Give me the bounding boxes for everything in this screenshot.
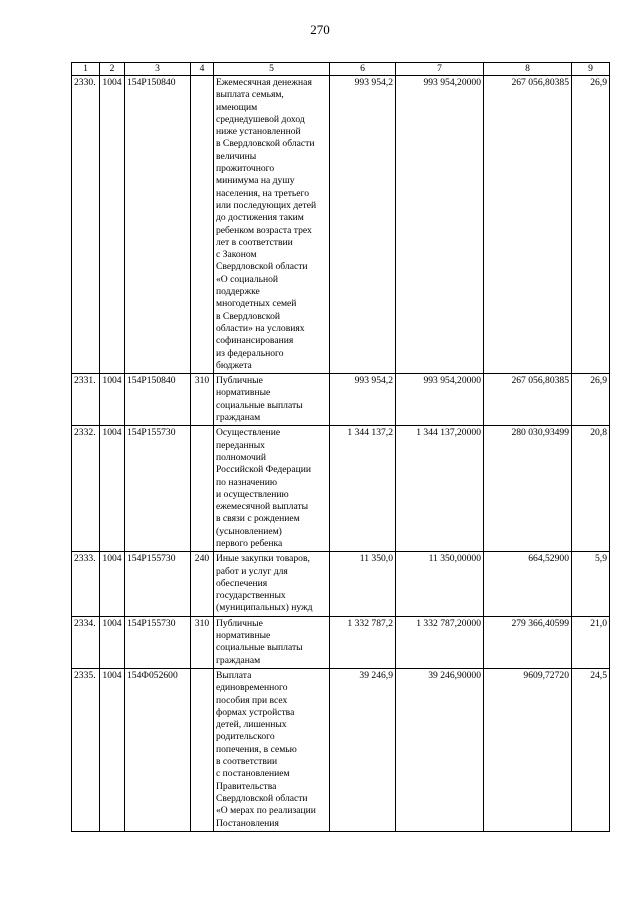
description-line: ежемесячной выплаты [216, 501, 309, 513]
section-code-cell: 1004 [100, 668, 125, 831]
header-row [72, 63, 610, 76]
description-line: в соответствии [216, 756, 278, 768]
approved-amount-cell: 39 246,9 [330, 668, 396, 831]
description-line: с Законом [216, 249, 257, 261]
description-line: попечения, в семью [216, 743, 297, 755]
description-line: имеющим [216, 101, 258, 113]
description-line: работ и услуг для [216, 565, 288, 577]
execution-percent-cell: 26,9 [572, 76, 610, 374]
description-line: лет в соответствии [216, 236, 293, 248]
description-line: с постановлением [216, 768, 290, 780]
header-col-3: 3 [125, 63, 191, 76]
table-row [72, 76, 610, 374]
description-line: величины [216, 150, 257, 162]
approved-amount-cell: 11 350,0 [330, 552, 396, 616]
description-line: нормативные [216, 630, 271, 642]
budget-amount-cell: 11 350,00000 [396, 552, 484, 616]
execution-percent-cell: 26,9 [572, 374, 610, 426]
executed-amount-cell: 664,52900 [484, 552, 572, 616]
description-line: минимума на душу [216, 175, 295, 187]
description-line: поддержке [216, 286, 260, 298]
description-line: нормативные [216, 387, 271, 399]
description-line: в Свердловской [216, 310, 281, 322]
table-row [72, 426, 610, 552]
description-cell [214, 374, 330, 426]
header-col-6: 6 [330, 63, 396, 76]
description-line: ниже установленной [216, 126, 301, 138]
table-body [72, 76, 610, 832]
expense-type-cell: 310 [191, 616, 214, 668]
section-code-cell: 1004 [100, 374, 125, 426]
page-number: 270 [310, 22, 330, 37]
description-cell [214, 76, 330, 374]
description-line: софинансирования [216, 335, 294, 347]
budget-table [71, 62, 610, 832]
header-col-9: 9 [572, 63, 610, 76]
approved-amount-cell: 993 954,2 [330, 76, 396, 374]
target-code-cell: 154P150840 [125, 76, 191, 374]
description-line: Постановления [216, 817, 279, 829]
budget-amount-cell: 1 332 787,20000 [396, 616, 484, 668]
row-number-cell: 2333. [72, 552, 100, 616]
description-line: Осуществление [216, 427, 281, 439]
description-line: Иные закупки товаров, [216, 553, 310, 565]
section-code-cell: 1004 [100, 616, 125, 668]
target-code-cell: 154Ф052600 [125, 668, 191, 831]
description-line: Выплата [216, 669, 252, 681]
description-line: детей, лишенных [216, 719, 287, 731]
description-line: Публичные [216, 375, 263, 387]
description-line: Ежемесячная денежная [216, 77, 312, 88]
table-row [72, 552, 610, 616]
row-number-cell: 2334. [72, 616, 100, 668]
executed-amount-cell: 279 366,40599 [484, 616, 572, 668]
execution-percent-cell: 20,8 [572, 426, 610, 552]
description-line: в связи с рождением [216, 513, 300, 525]
description-line: прожиточного [216, 163, 275, 175]
description-cell [214, 552, 330, 616]
description-line: первого ребенка [216, 537, 283, 549]
target-code-cell: 154P155730 [125, 552, 191, 616]
executed-amount-cell: 267 056,80385 [484, 374, 572, 426]
header-col-8: 8 [484, 63, 572, 76]
target-code-cell: 154P155730 [125, 616, 191, 668]
description-line: и осуществлению [216, 488, 289, 500]
header-col-7: 7 [396, 63, 484, 76]
description-line: Российской Федерации [216, 464, 311, 476]
description-line: пособия при всех [216, 694, 288, 706]
target-code-cell: 154P155730 [125, 426, 191, 552]
description-line: среднедушевой доход [216, 113, 305, 125]
budget-amount-cell: 39 246,90000 [396, 668, 484, 831]
description-line: Свердловской области [216, 792, 308, 804]
row-number-cell: 2330. [72, 76, 100, 374]
expense-type-cell: 240 [191, 552, 214, 616]
execution-percent-cell: 24,5 [572, 668, 610, 831]
description-line: Свердловской области [216, 261, 308, 273]
description-line: гражданам [216, 654, 261, 666]
approved-amount-cell: 993 954,2 [330, 374, 396, 426]
description-cell [214, 668, 330, 831]
row-number-cell: 2335. [72, 668, 100, 831]
description-line: Правительства [216, 780, 277, 792]
description-line: «О мерах по реализации [216, 805, 316, 817]
description-line: «О социальной [216, 273, 279, 285]
description-line: из федерального [216, 347, 284, 359]
table-row [72, 616, 610, 668]
description-line: родительского [216, 731, 275, 743]
description-line: социальные выплаты [216, 399, 303, 411]
row-number-cell: 2332. [72, 426, 100, 552]
execution-percent-cell: 21,0 [572, 616, 610, 668]
executed-amount-cell: 280 030,93499 [484, 426, 572, 552]
header-col-4: 4 [191, 63, 214, 76]
description-line: Публичные [216, 617, 263, 629]
description-line: или последующих детей [216, 199, 317, 211]
expense-type-cell [191, 426, 214, 552]
approved-amount-cell: 1 344 137,2 [330, 426, 396, 552]
description-line: до достижения таким [216, 212, 304, 224]
header-col-5: 5 [214, 63, 330, 76]
header-col-1: 1 [72, 63, 100, 76]
header-col-2: 2 [100, 63, 125, 76]
description-line: гражданам [216, 412, 261, 424]
description-line: по назначению [216, 476, 278, 488]
approved-amount-cell: 1 332 787,2 [330, 616, 396, 668]
description-line: обеспечения [216, 577, 268, 589]
description-line: переданных [216, 439, 265, 451]
description-line: формах устройства [216, 706, 295, 718]
description-line: выплата семьям, [216, 89, 284, 101]
description-line: в Свердловской области [216, 138, 315, 150]
executed-amount-cell: 9609,72720 [484, 668, 572, 831]
description-line: социальные выплаты [216, 642, 303, 654]
execution-percent-cell: 5,9 [572, 552, 610, 616]
table-row [72, 668, 610, 831]
executed-amount-cell: 267 056,80385 [484, 76, 572, 374]
description-cell [214, 426, 330, 552]
section-code-cell: 1004 [100, 552, 125, 616]
row-number-cell: 2331. [72, 374, 100, 426]
budget-amount-cell: 1 344 137,20000 [396, 426, 484, 552]
description-line: единовременного [216, 682, 288, 694]
description-line: (муниципальных) нужд [216, 602, 313, 614]
description-line: (усыновлением) [216, 525, 282, 537]
description-line: многодетных семей [216, 298, 297, 310]
expense-type-cell [191, 668, 214, 831]
budget-amount-cell: 993 954,20000 [396, 374, 484, 426]
description-line: государственных [216, 590, 286, 602]
section-code-cell: 1004 [100, 76, 125, 374]
target-code-cell: 154P150840 [125, 374, 191, 426]
expense-type-cell: 310 [191, 374, 214, 426]
description-line: ребенком возраста трех [216, 224, 312, 236]
budget-amount-cell: 993 954,20000 [396, 76, 484, 374]
description-line: бюджета [216, 359, 252, 371]
expense-type-cell [191, 76, 214, 374]
description-line: области» на условиях [216, 322, 305, 334]
description-line: полномочий [216, 451, 267, 463]
table-row [72, 374, 610, 426]
section-code-cell: 1004 [100, 426, 125, 552]
description-line: населения, на третьего [216, 187, 310, 199]
description-cell [214, 616, 330, 668]
